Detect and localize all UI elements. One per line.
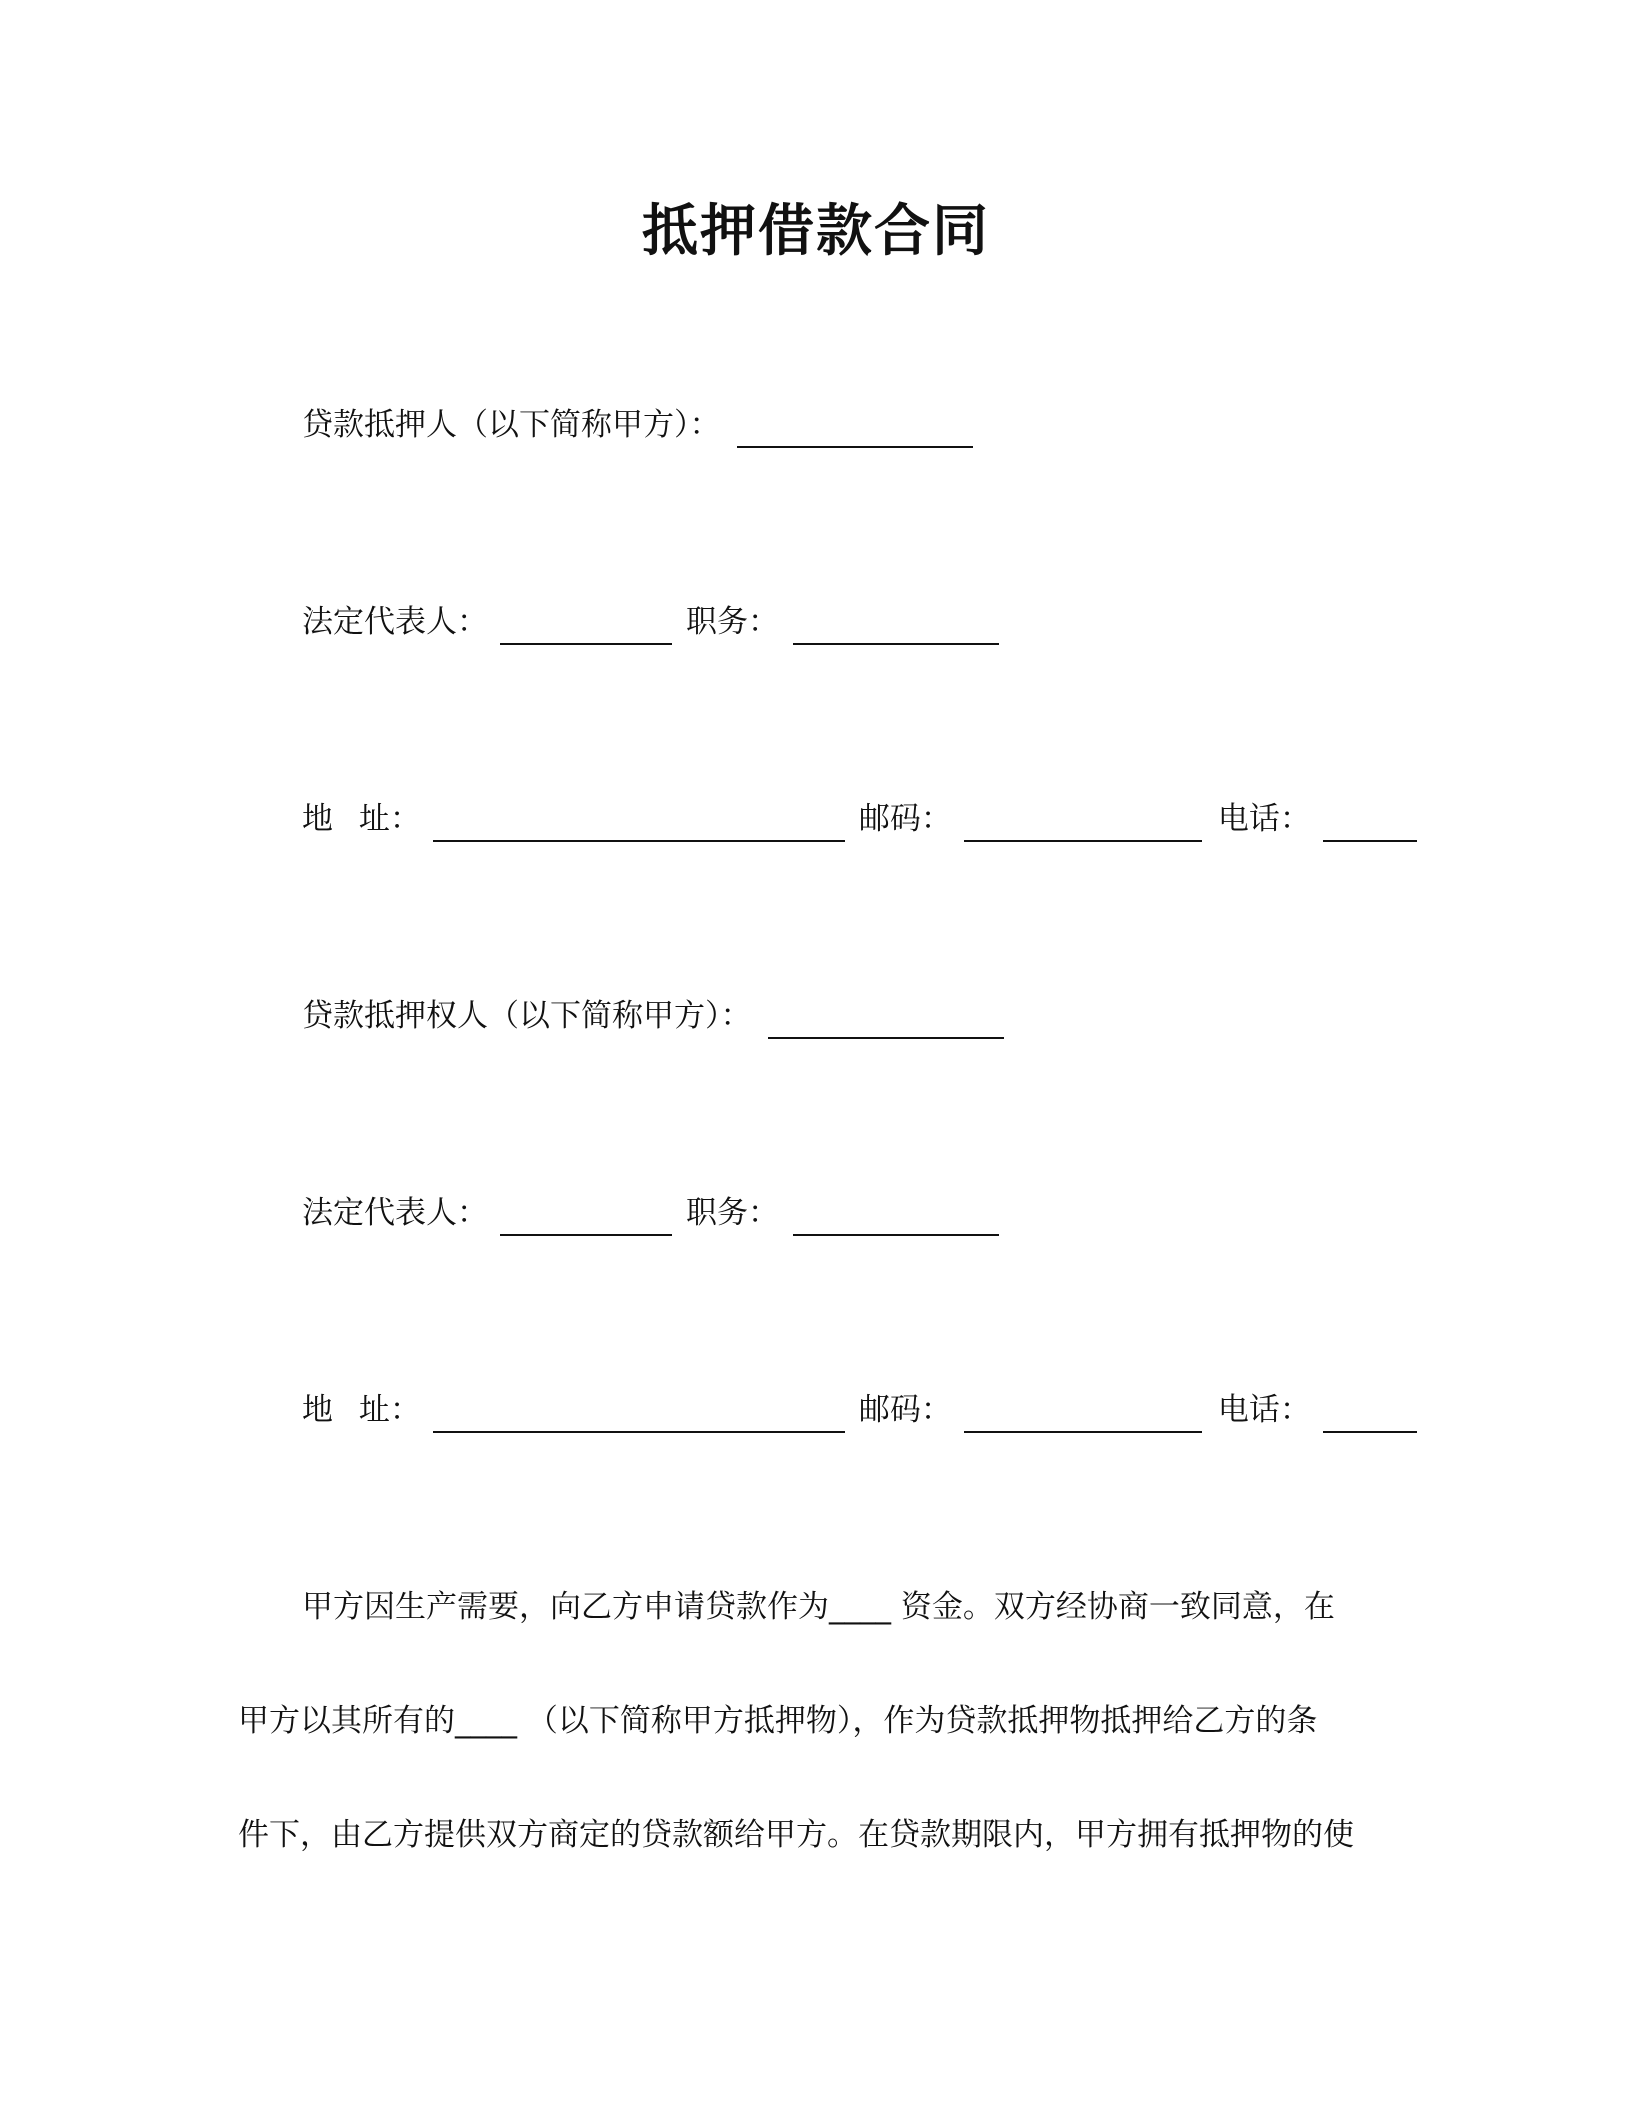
- party-b-address-row: [302, 1385, 1417, 1435]
- party-a-postcode-blank[interactable]: [964, 802, 1202, 842]
- party-a-address-blank[interactable]: [433, 802, 845, 842]
- party-b-position-blank[interactable]: [793, 1196, 999, 1236]
- party-a-phone-blank[interactable]: [1323, 802, 1417, 842]
- party-a-rep-row: [302, 597, 999, 647]
- party-a-postcode-label: 邮码：: [858, 801, 952, 837]
- party-b-address-blank[interactable]: [433, 1393, 845, 1433]
- party-b-address-label: 地 址：: [302, 1392, 421, 1428]
- party-a-heading-row: [302, 400, 973, 450]
- party-b-rep-row: [302, 1188, 999, 1238]
- party-a-phone-label: 电话：: [1217, 801, 1311, 837]
- party-a-address-row: [302, 794, 1417, 844]
- document-title: 抵押借款合同: [642, 199, 990, 264]
- party-a-rep-label: 法定代表人：: [302, 604, 488, 640]
- party-b-postcode-blank[interactable]: [964, 1393, 1202, 1433]
- party-a-heading-label: 贷款抵押人（以下简称甲方）：: [302, 407, 721, 443]
- party-a-name-blank[interactable]: [737, 408, 973, 448]
- party-b-phone-blank[interactable]: [1323, 1393, 1417, 1433]
- party-b-heading-label: 贷款抵押权人（以下简称甲方）：: [302, 998, 752, 1034]
- party-a-position-label: 职务：: [686, 604, 779, 640]
- party-b-rep-blank[interactable]: [500, 1196, 672, 1236]
- body-paragraph-line-3: 件下，由乙方提供双方商定的贷款额给甲方。在贷款期限内，甲方拥有抵押物的使: [238, 1817, 1354, 1853]
- party-b-name-blank[interactable]: [768, 999, 1004, 1039]
- party-a-address-label: 地 址：: [302, 801, 421, 837]
- party-b-position-label: 职务：: [686, 1195, 779, 1231]
- party-b-postcode-label: 邮码：: [858, 1392, 952, 1428]
- body-paragraph-line-1: 甲方因生产需要，向乙方申请贷款作为____ 资金。双方经协商一致同意，在: [302, 1589, 1335, 1625]
- body-paragraph-line-2: 甲方以其所有的____ （以下简称甲方抵押物），作为贷款抵押物抵押给乙方的条: [238, 1703, 1318, 1739]
- party-a-rep-blank[interactable]: [500, 605, 672, 645]
- party-b-heading-row: [302, 991, 1004, 1041]
- party-b-rep-label: 法定代表人：: [302, 1195, 488, 1231]
- party-a-position-blank[interactable]: [793, 605, 999, 645]
- party-b-phone-label: 电话：: [1217, 1392, 1311, 1428]
